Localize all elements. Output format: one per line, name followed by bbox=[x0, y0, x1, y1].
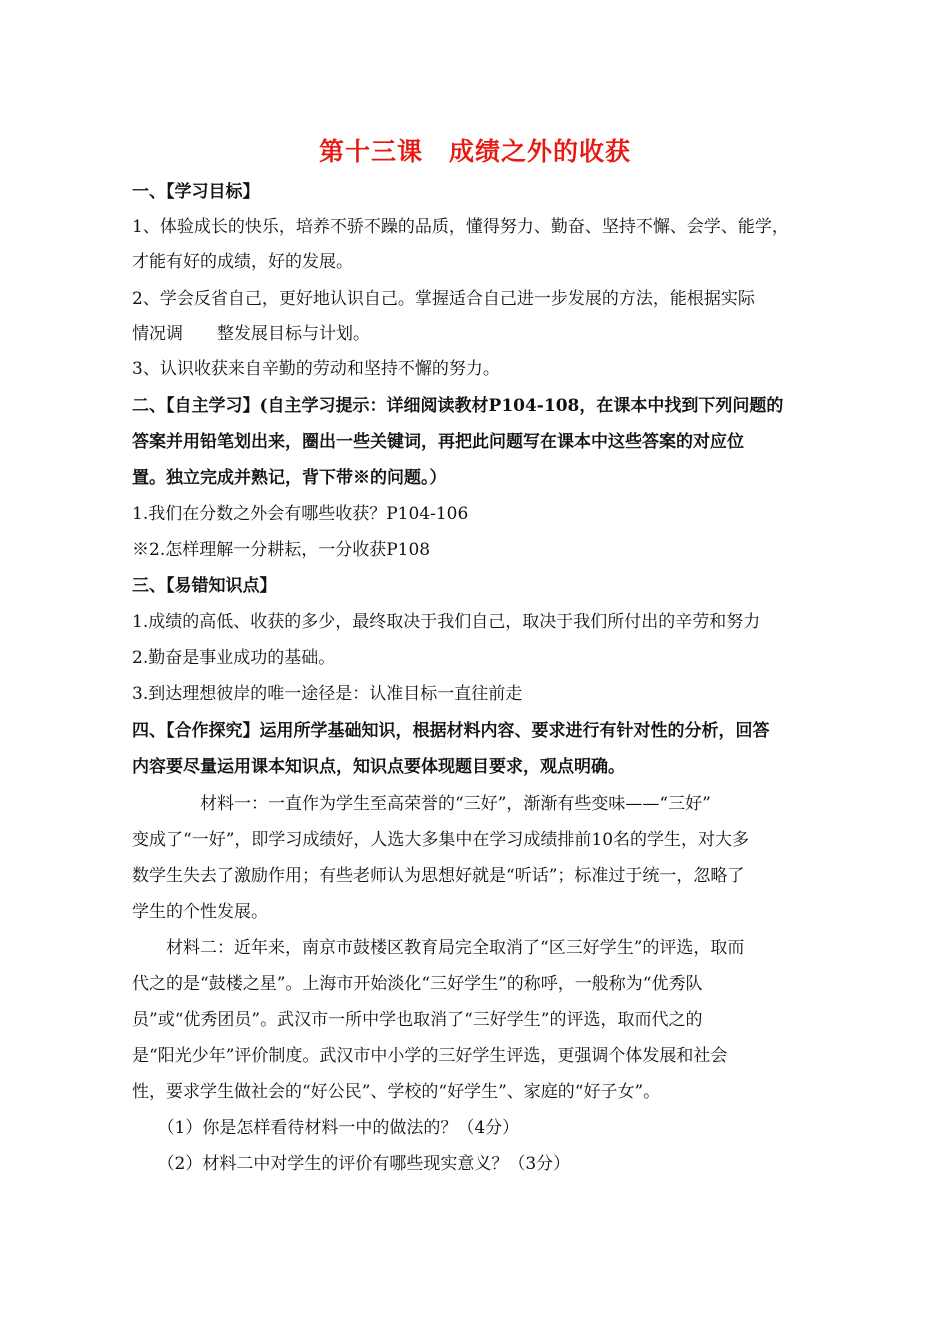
error-prone-point-2: 2.勤奋是事业成功的基础。 bbox=[132, 648, 336, 668]
section-heading-learning-goals: 一、【学习目标】 bbox=[132, 182, 260, 202]
section-heading-error-prone: 三、【易错知识点】 bbox=[132, 576, 277, 596]
material-1-line-1: 材料一：一直作为学生至高荣誉的“三好”，渐渐有些变味——“三好” bbox=[132, 794, 711, 814]
section-cooperation-line-2: 内容要尽量运用课本知识点，知识点要体现题目要求，观点明确。 bbox=[132, 757, 625, 777]
material-2-line-2: 代之的是“鼓楼之星”。上海市开始淡化“三好学生”的称呼，一般称为“优秀队 bbox=[132, 974, 703, 994]
section-self-study-line-2: 答案并用铅笔划出来，圈出一些关键词，再把此问题写在课本中这些答案的对应位 bbox=[132, 432, 744, 452]
goal-1-line-2: 才能有好的成绩，好的发展。 bbox=[132, 252, 353, 272]
material-1-line-4: 学生的个性发展。 bbox=[132, 902, 268, 922]
goal-1-line-1: 1、体验成长的快乐，培养不骄不躁的品质，懂得努力、勤奋、坚持不懈、会学、能学， bbox=[132, 217, 789, 237]
self-study-question-1: 1.我们在分数之外会有哪些收获？P104-106 bbox=[132, 504, 469, 524]
material-1-line-2: 变成了“一好”，即学习成绩好，人选大多集中在学习成绩排前10名的学生，对大多 bbox=[132, 830, 750, 850]
cooperation-question-1: （1）你是怎样看待材料一中的做法的？（4分） bbox=[132, 1118, 520, 1138]
material-2-line-1: 材料二：近年来，南京市鼓楼区教育局完全取消了“区三好学生”的评选，取而 bbox=[132, 938, 745, 958]
goal-3: 3、认识收获来自辛勤的劳动和坚持不懈的努力。 bbox=[132, 359, 500, 379]
cooperation-question-2: （2）材料二中对学生的评价有哪些现实意义？（3分） bbox=[132, 1154, 571, 1174]
self-study-question-2: ※2.怎样理解一分耕耘，一分收获P108 bbox=[132, 540, 431, 560]
section-cooperation-line-1: 四、【合作探究】运用所学基础知识，根据材料内容、要求进行有针对性的分析，回答 bbox=[132, 721, 770, 741]
section-self-study-line-3: 置。独立完成并熟记，背下带※的问题。） bbox=[132, 468, 447, 488]
material-2-line-5: 性，要求学生做社会的“好公民”、学校的“好学生”、家庭的“好子女”。 bbox=[132, 1082, 661, 1102]
section-self-study-line-1: 二、【自主学习】(自主学习提示：详细阅读教材P104-108，在课本中找到下列问题的 bbox=[132, 396, 784, 416]
error-prone-point-1: 1.成绩的高低、收获的多少，最终取决于我们自己，取决于我们所付出的辛劳和努力 bbox=[132, 612, 761, 632]
goal-2-line-1: 2、学会反省自己，更好地认识自己。掌握适合自己进一步发展的方法，能根据实际 bbox=[132, 289, 755, 309]
material-2-line-3: 员”或“优秀团员”。武汉市一所中学也取消了“三好学生”的评选，取而代之的 bbox=[132, 1010, 703, 1030]
material-2-line-4: 是“阳光少年”评价制度。武汉市中小学的三好学生评选，更强调个体发展和社会 bbox=[132, 1046, 728, 1066]
page-title: 第十三课 成绩之外的收获 bbox=[318, 137, 631, 166]
error-prone-point-3: 3.到达理想彼岸的唯一途径是：认准目标一直往前走 bbox=[132, 684, 523, 704]
material-1-line-3: 数学生失去了激励作用；有些老师认为思想好就是“听话”；标准过于统一，忽略了 bbox=[132, 866, 745, 886]
goal-2-line-2: 情况调 整发展目标与计划。 bbox=[132, 324, 370, 344]
